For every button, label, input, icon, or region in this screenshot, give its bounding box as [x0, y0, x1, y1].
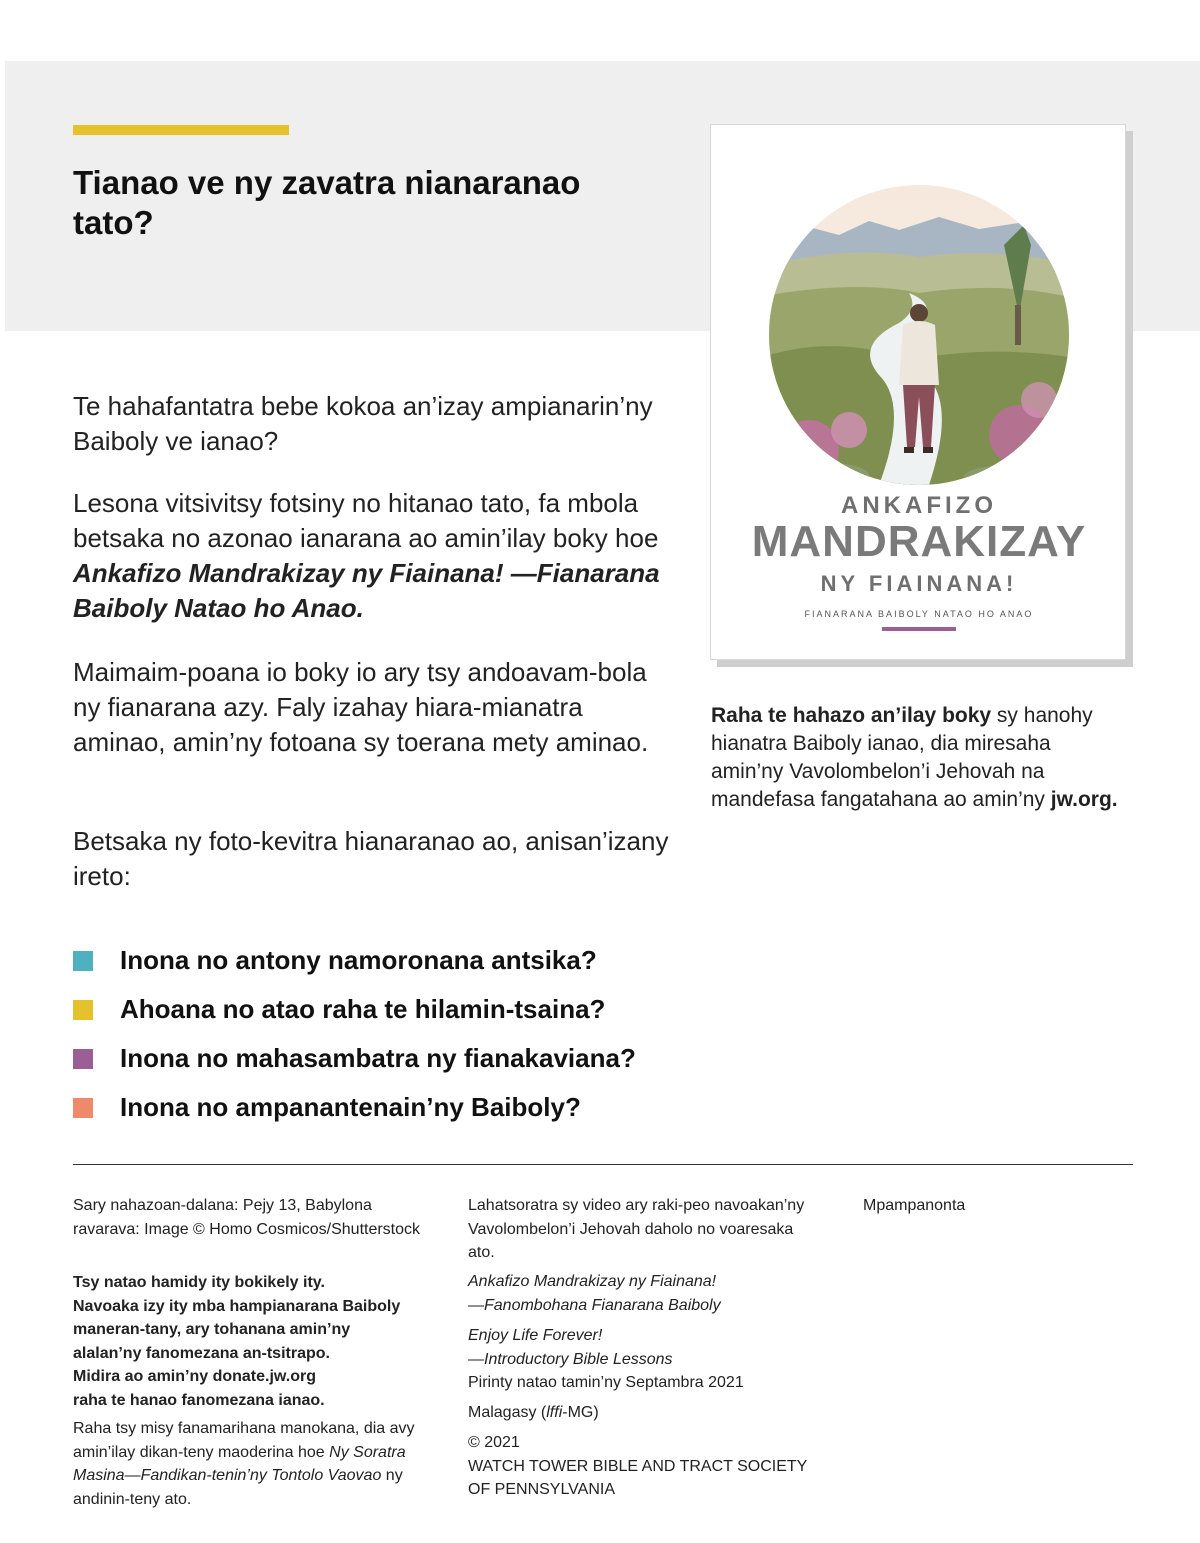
- book-cover: [710, 124, 1126, 660]
- intro-paragraph: Te hahafantatra bebe kokoa an’izay ampianarin’ny Baiboly ve ianao?: [73, 391, 653, 456]
- topic-text: Inona no ampanantenain’ny Baiboly?: [120, 1092, 581, 1122]
- donation-line: Navoaka izy ity mba hampianarana Baiboly: [73, 1297, 401, 1315]
- request-book-note: [711, 702, 1121, 814]
- language-lead: Malagasy (: [468, 1404, 547, 1421]
- scripture-lead: Raha tsy misy fanamarihana manokana, dia avy amin’ilay dikan-teny maoderina hoe: [73, 1420, 415, 1461]
- list-item: [73, 936, 693, 985]
- yellow-square-icon: [73, 1000, 93, 1020]
- donation-line: raha te hanao fanomezana ianao.: [73, 1391, 325, 1409]
- pub-title-line: —Introductory Bible Lessons: [468, 1350, 673, 1368]
- publication-title-en: [468, 1324, 818, 1395]
- cover-title-line1: ANKAFIZO: [841, 492, 997, 519]
- copyright-line: WATCH TOWER BIBLE AND TRACT SOCIETY: [468, 1457, 808, 1475]
- topic-text: Ahoana no atao raha te hilamin-tsaina?: [120, 994, 606, 1024]
- cover-title-line3: NY FIAINANA!: [820, 571, 1018, 596]
- pub-title-line: —Fanombohana Fianarana Baiboly: [468, 1296, 721, 1314]
- distributor-label: Mpampanonta: [863, 1197, 966, 1214]
- print-date: Pirinty natao tamin’ny Septambra 2021: [468, 1374, 744, 1391]
- book-paragraph: [73, 486, 673, 626]
- accent-bar: [73, 125, 289, 135]
- request-text: sy hanohy hianatra Baiboly ianao, dia miresaha amin’ny Vavolombelon’i Jehovah na mandefasa fangatahana ao amin’ny: [711, 704, 1093, 811]
- list-item: [73, 985, 693, 1034]
- page-title: Tianao ve ny zavatra nianaranao tato?: [73, 164, 581, 241]
- donation-line: maneran-tany, ary tohanana amin’ny: [73, 1321, 351, 1338]
- scripture-title: Ny Soratra Masina—Fandikan-tenin’ny Tontolo Vaovao: [73, 1443, 406, 1484]
- cover-illustration: [769, 185, 1069, 485]
- cover-title-line2: MANDRAKIZAY: [751, 517, 1087, 566]
- donation-line: alalan’ny fanomezana an-tsitrapo.: [73, 1344, 330, 1362]
- image-credit: Sary nahazoan-dalana: Pejy 13, Babylona ravarava: Image © Homo Cosmicos/Shutterstock: [73, 1197, 421, 1238]
- request-lead: Raha te hahazo an’ilay boky: [711, 704, 992, 727]
- scripture-note: [73, 1417, 433, 1511]
- copyright-line: © 2021: [468, 1434, 520, 1451]
- copyright: [468, 1431, 848, 1502]
- footer-divider: [73, 1164, 1133, 1165]
- purple-square-icon: [73, 1049, 93, 1069]
- pub-title-line: Enjoy Life Forever!: [468, 1327, 603, 1344]
- book-title-inline: Ankafizo Mandrakizay ny Fiainana! —Fianarana Baiboly Natao ho Anao.: [73, 558, 660, 623]
- free-study-paragraph: Maimaim-poana io boky io ary tsy andoavam-bola ny fianarana azy. Faly izahay hiara-mianatra aminao, amin’ny fotoana sy toerana mety aminao.: [73, 657, 649, 757]
- list-item: [73, 1034, 693, 1083]
- salmon-square-icon: [73, 1098, 93, 1118]
- copyright-line: OF PENNSYLVANIA: [468, 1481, 615, 1498]
- book-paragraph-lead: Lesona vitsivitsy fotsiny no hitanao tato, fa mbola betsaka no azonao ianarana ao amin’ilay boky hoe: [73, 488, 659, 553]
- topic-text: Inona no mahasambatra ny fianakaviana?: [120, 1043, 636, 1073]
- topic-list: [73, 936, 693, 1132]
- website-link[interactable]: jw.org.: [1050, 788, 1118, 811]
- cover-accent-line: [882, 627, 956, 631]
- publication-title-mg: [468, 1270, 818, 1317]
- language-code: lffi: [546, 1404, 563, 1421]
- list-item: [73, 1083, 693, 1132]
- cover-subtitle: FIANARANA BAIBOLY NATAO HO ANAO: [804, 609, 1034, 619]
- language-line: [468, 1401, 818, 1425]
- publication-note: Lahatsoratra sy video ary raki-peo navoakan’ny Vavolombelon’i Jehovah daholo no voaresaka ato.: [468, 1197, 805, 1261]
- pub-title-line: Ankafizo Mandrakizay ny Fiainana!: [468, 1273, 717, 1290]
- donation-notice: [73, 1271, 443, 1412]
- donation-line: Tsy natao hamidy ity bokikely ity.: [73, 1274, 325, 1291]
- donation-line: Midira ao amin’ny donate.jw.org: [73, 1368, 316, 1385]
- topic-text: Inona no antony namoronana antsika?: [120, 945, 597, 975]
- language-tail: -MG): [562, 1404, 599, 1421]
- topics-intro: Betsaka ny foto-kevitra hianaranao ao, anisan’izany ireto:: [73, 826, 669, 891]
- teal-square-icon: [73, 951, 93, 971]
- scripture-tail: ny andinin-teny ato.: [73, 1467, 403, 1508]
